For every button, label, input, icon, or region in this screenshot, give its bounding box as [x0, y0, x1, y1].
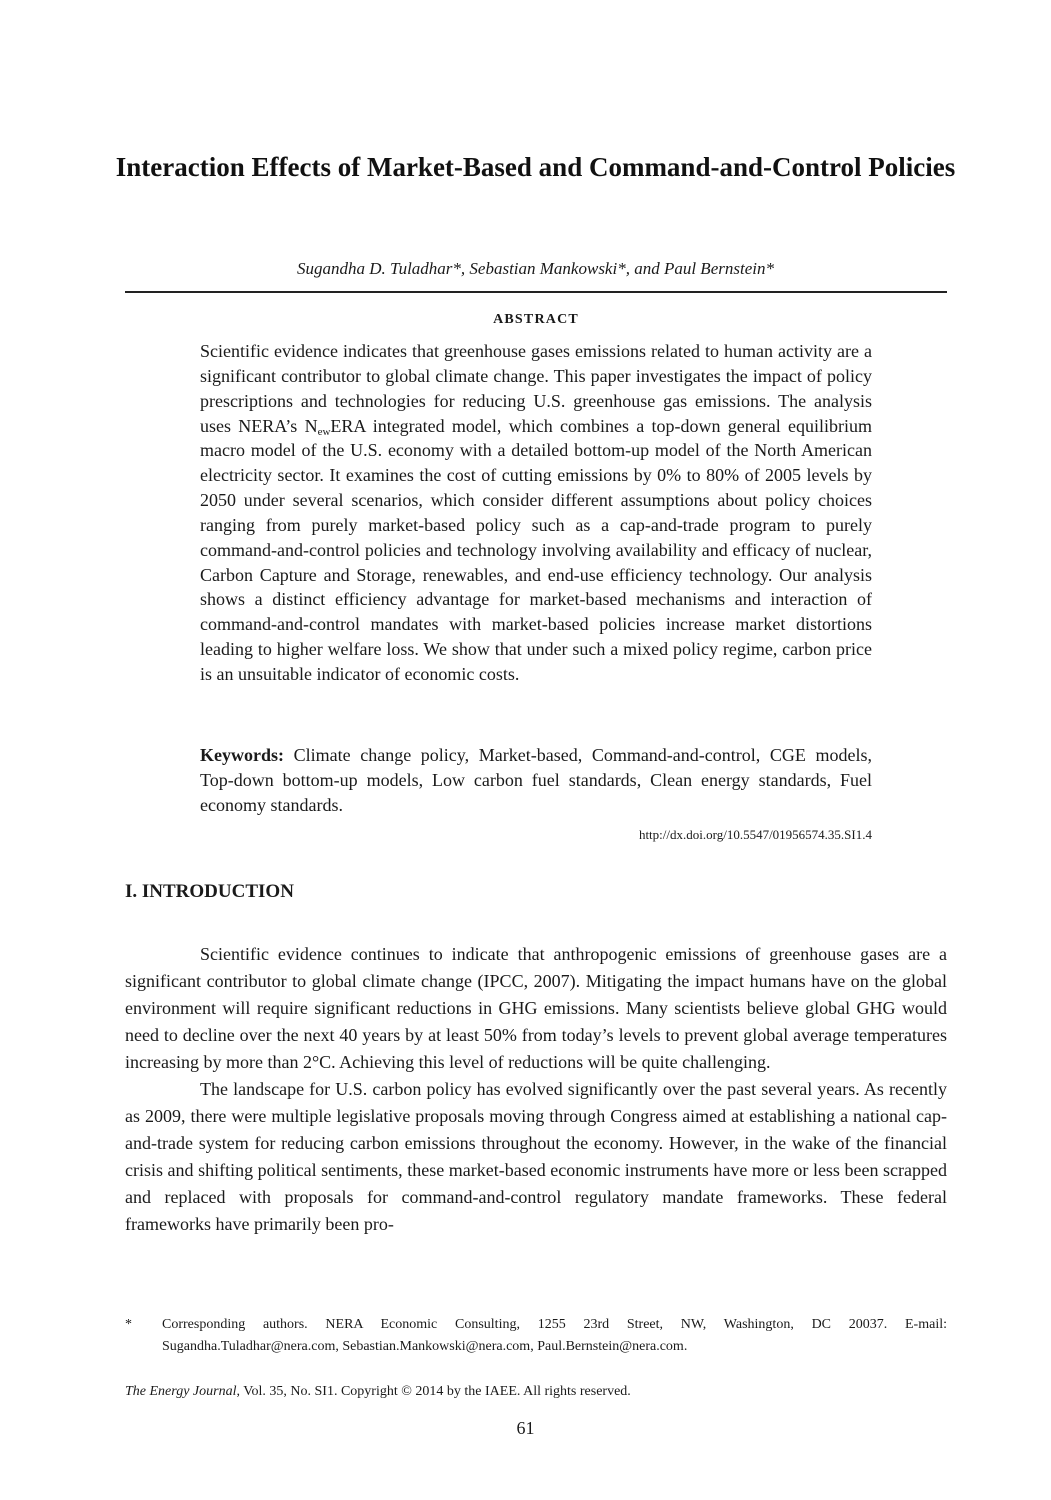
section-heading-introduction: I. INTRODUCTION [125, 881, 294, 902]
footnote-text: Corresponding authors. NERA Economic Consulting, 1255 23rd Street, NW, Washington, DC 20037. E-mail: Sugandha.Tuladhar@nera.com, Sebastian.Mankowski@nera.com, Paul.Bernstein@nera.com. [162, 1317, 947, 1354]
footnote-mark: * [125, 1317, 132, 1332]
abstract-text-part-2: ERA integrated model, which combines a top-down general equilibrium macro model of the U.S. economy with a detailed bottom-up model of the North American electricity sector. It examines the cost of cutting emissions by 0% to 80% of 2005 levels by 2050 under several scenarios, which consider different assumptions about policy choices ranging from purely market-based policy such as a cap-and-trade program to purely command-and-control policies and technology involving availability and efficacy of nuclear, Carbon Capture and Storage, renewables, and end-use efficiency technology. Our analysis shows a distinct efficiency advantage for market-based mechanisms and interaction of command-and-control mandates with market-based policies increase market distortions leading to higher welfare loss. We show that under such a mixed policy regime, carbon price is an unsuitable indicator of economic costs. [200, 415, 873, 684]
paper-title: Interaction Effects of Market-Based and Command-and-Control Policies [115, 152, 956, 182]
abstract-text [200, 339, 872, 687]
footnote [125, 1314, 947, 1358]
keywords-label: Keywords: [200, 745, 284, 765]
abstract-heading: ABSTRACT [493, 312, 579, 327]
journal-name: The Energy Journal [125, 1384, 237, 1399]
doi-link[interactable]: http://dx.doi.org/10.5547/01956574.35.SI1.4 [638, 827, 872, 842]
title-divider [125, 291, 947, 293]
page-number: 61 [516, 1418, 535, 1438]
author-list: Sugandha D. Tuladhar*, Sebastian Mankowski*, and Paul Bernstein* [297, 259, 774, 278]
model-name-subscript: ew [317, 425, 331, 438]
journal-details: , Vol. 35, No. SI1. Copyright © 2014 by the IAEE. All rights reserved. [236, 1384, 631, 1399]
intro-paragraph: The landscape for U.S. carbon policy has evolved significantly over the past several years. As recently as 2009, there were multiple legislative proposals moving through Congress aimed at establishing a national cap-and-trade system for reducing carbon emissions throughout the economy. However, in the wake of the financial crisis and shifting political sentiments, these market-based economic instruments have more or less been scrapped and replaced with proposals for command-and-control regulatory mandate frameworks. These federal frameworks have primarily been pro- [125, 1079, 947, 1234]
introduction-body [125, 941, 947, 1238]
keywords [200, 743, 872, 818]
intro-paragraph: Scientific evidence continues to indicate that anthropogenic emissions of greenhouse gases are a significant contributor to global climate change (IPCC, 2007). Mitigating the impact humans have on the global environment will require significant reductions in GHG emissions. Many scientists believe global GHG would need to decline over the next 40 years by at least 50% from today’s levels to prevent global average temperatures increasing by more than 2°C. Achieving this level of reductions will be quite challenging. [125, 944, 947, 1072]
journal-citation [125, 1383, 947, 1401]
abstract-text-part-1: Scientific evidence indicates that greenhouse gases emissions related to human activity are a significant contributor to global climate change. This paper investigates the impact of policy prescriptions and technologies for reducing U.S. greenhouse gas emissions. The analysis uses NERA’s N [200, 341, 872, 436]
keywords-text: Climate change policy, Market-based, Command-and-control, CGE models, Top-down bottom-up models, Low carbon fuel standards, Clean energy standards, Fuel economy standards. [200, 745, 872, 815]
